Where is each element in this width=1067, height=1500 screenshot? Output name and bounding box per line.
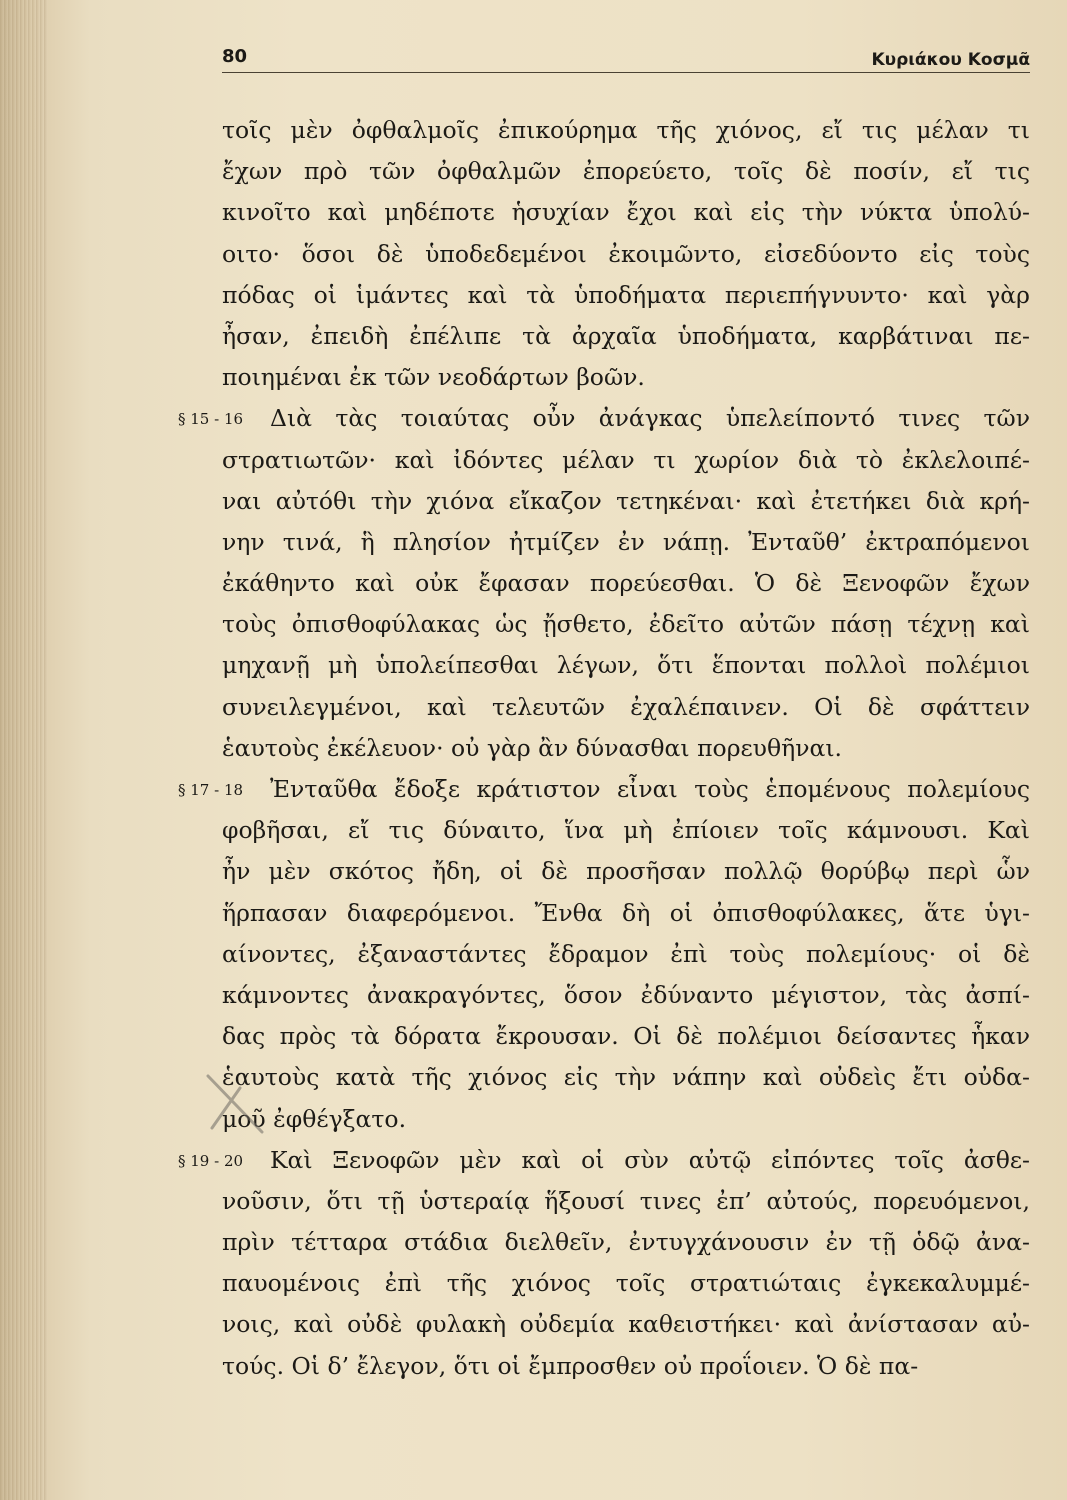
line-text: ἦν μὲν σκότος ἤδη, οἱ δὲ προσῆσαν πολλῷ θορύβῳ περὶ ὧν [222, 857, 1030, 886]
running-title: Κυριάκου Κοσμᾶ [871, 50, 1030, 70]
line-text: φοβῆσαι, εἴ τις δύναιτο, ἵνα μὴ ἐπίοιεν τοῖς κάμνουσι. Καὶ [222, 816, 1030, 845]
paragraph [178, 769, 1030, 1140]
line-text: ἑαυτοὺς κατὰ τῆς χιόνος εἰς τὴν νάπην καὶ οὐδεὶς ἔτι οὐδα- [222, 1063, 1030, 1092]
line-text: στρατιωτῶν· καὶ ἰδόντες μέλαν τι χωρίον διὰ τὸ ἐκλελοιπέ- [222, 445, 1030, 474]
text-line [222, 110, 1030, 151]
text-line [222, 1181, 1030, 1222]
line-text: τοὺς ὀπισθοφύλακας ὡς ᾔσθετο, ἐδεῖτο αὐτῶν πάσῃ τέχνῃ καὶ [222, 610, 1030, 639]
page-header [222, 46, 1030, 73]
line-text: νοῦσιν, ὅτι τῇ ὑστεραίᾳ ἥξουσί τινες ἐπ’ αὐτούς, πορευόμενοι, [222, 1186, 1030, 1215]
line-text: μοῦ ἐφθέγξατο. [222, 1104, 407, 1133]
text-line [222, 934, 1030, 975]
line-text: μηχανῇ μὴ ὑπολείπεσθαι λέγων, ὅτι ἕπονται πολλοὶ πολέμιοι [222, 651, 1030, 680]
text-line [222, 316, 1030, 357]
line-text: παυομένοις ἐπὶ τῆς χιόνος τοῖς στρατιώταις ἐγκεκαλυμμέ- [222, 1269, 1030, 1298]
text-line [222, 151, 1030, 192]
line-text: ἔχων πρὸ τῶν ὀφθαλμῶν ἐπορεύετο, τοῖς δὲ ποσίν, εἴ τις [222, 157, 1030, 186]
text-line [222, 893, 1030, 934]
text-line [222, 1016, 1030, 1057]
section-marker: § 15 - 16 [178, 410, 244, 429]
line-text: ναι αὐτόθι τὴν χιόνα εἴκαζον τετηκέναι· καὶ ἐτετήκει διὰ κρή- [222, 486, 1030, 515]
line-text: αίνοντες, ἐξαναστάντες ἔδραμον ἐπὶ τοὺς πολεμίους· οἱ δὲ [222, 939, 1030, 968]
line-text: ποιημέναι ἐκ τῶν νεοδάρτων βοῶν. [222, 363, 645, 392]
line-text: Καὶ Ξενοφῶν μὲν καὶ οἱ σὺν αὐτῷ εἰπόντες τοῖς ἀσθε- [270, 1145, 1030, 1174]
text-line [222, 481, 1030, 522]
text-line [222, 1099, 1030, 1140]
text-line [178, 769, 1030, 810]
text-line [222, 1304, 1030, 1345]
line-text: δας πρὸς τὰ δόρατα ἔκρουσαν. Οἱ δὲ πολέμιοι δείσαντες ἧκαν [222, 1022, 1030, 1051]
text-line [222, 810, 1030, 851]
text-line [222, 1263, 1030, 1304]
line-text: κινοῖτο καὶ μηδέποτε ἡσυχίαν ἔχοι καὶ εἰς τὴν νύκτα ὑπολύ- [222, 198, 1030, 227]
text-line [222, 1346, 1030, 1387]
paragraph [222, 110, 1030, 398]
section-marker: § 17 - 18 [178, 781, 244, 799]
text-line [222, 604, 1030, 645]
text-line [222, 275, 1030, 316]
text-line [222, 728, 1030, 769]
text-line [222, 234, 1030, 275]
line-text: οιτο· ὅσοι δὲ ὑποδεδεμένοι ἐκοιμῶντο, εἰσεδύοντο εἰς τοὺς [222, 239, 1030, 268]
text-line [222, 357, 1030, 398]
text-line [222, 522, 1030, 563]
text-line [222, 645, 1030, 686]
section-marker: § 19 - 20 [178, 1151, 244, 1170]
line-text: πρὶν τέτταρα στάδια διελθεῖν, ἐντυγχάνουσιν ἐν τῇ ὁδῷ ἀνα- [222, 1228, 1030, 1257]
text-line [222, 975, 1030, 1016]
line-text: Διὰ τὰς τοιαύτας οὖν ἀνάγκας ὑπελείποντό τινες τῶν [270, 404, 1030, 433]
text-line [222, 851, 1030, 892]
page-binding-edge [0, 0, 48, 1500]
line-text: Ἐνταῦθα ἔδοξε κράτιστον εἶναι τοὺς ἑπομένους πολεμίους [270, 775, 1030, 803]
line-text: ἥρπασαν διαφερόμενοι. Ἔνθα δὴ οἱ ὀπισθοφύλακες, ἅτε ὑγι- [222, 898, 1030, 927]
line-text: νην τινά, ἣ πλησίον ἠτμίζεν ἐν νάπῃ. Ἐνταῦθ’ ἐκτραπόμενοι [222, 527, 1030, 556]
line-text: ἑαυτοὺς ἐκέλευον· οὐ γὰρ ἂν δύνασθαι πορευθῆναι. [222, 733, 843, 762]
text-line [222, 440, 1030, 481]
line-text: τοῖς μὲν ὀφθαλμοῖς ἐπικούρημα τῆς χιόνος, εἴ τις μέλαν τι [222, 116, 1030, 144]
line-text: πόδας οἱ ἱμάντες καὶ τὰ ὑποδήματα περιεπήγνυντο· καὶ γὰρ [222, 280, 1030, 309]
text-line [178, 1140, 1030, 1181]
line-text: τούς. Οἱ δ’ ἔλεγον, ὅτι οἱ ἔμπροσθεν οὐ προΐοιεν. Ὁ δὲ πα- [222, 1351, 919, 1380]
text-line [178, 398, 1030, 439]
text-line [222, 1222, 1030, 1263]
text-line [222, 687, 1030, 728]
page-number: 80 [222, 46, 248, 67]
body-text [178, 110, 1030, 1387]
text-line [222, 1057, 1030, 1098]
line-text: ἐκάθηντο καὶ οὐκ ἔφασαν πορεύεσθαι. Ὁ δὲ Ξενοφῶν ἔχων [222, 569, 1030, 598]
line-text: νοις, καὶ οὐδὲ φυλακὴ οὐδεμία καθειστήκει· καὶ ἀνίστασαν αὐ- [222, 1310, 1030, 1339]
paragraph [178, 398, 1030, 769]
line-text: συνειλεγμένοι, καὶ τελευτῶν ἐχαλέπαινεν. Οἱ δὲ σφάττειν [222, 692, 1030, 721]
pencil-annotation-mark [200, 1070, 270, 1140]
line-text: κάμνοντες ἀνακραγόντες, ὅσον ἐδύναντο μέγιστον, τὰς ἀσπί- [222, 980, 1030, 1009]
text-line [222, 563, 1030, 604]
text-line [222, 192, 1030, 233]
paragraph [178, 1140, 1030, 1387]
line-text: ἦσαν, ἐπειδὴ ἐπέλιπε τὰ ἀρχαῖα ὑποδήματα, καρβάτιναι πε- [222, 321, 1030, 350]
